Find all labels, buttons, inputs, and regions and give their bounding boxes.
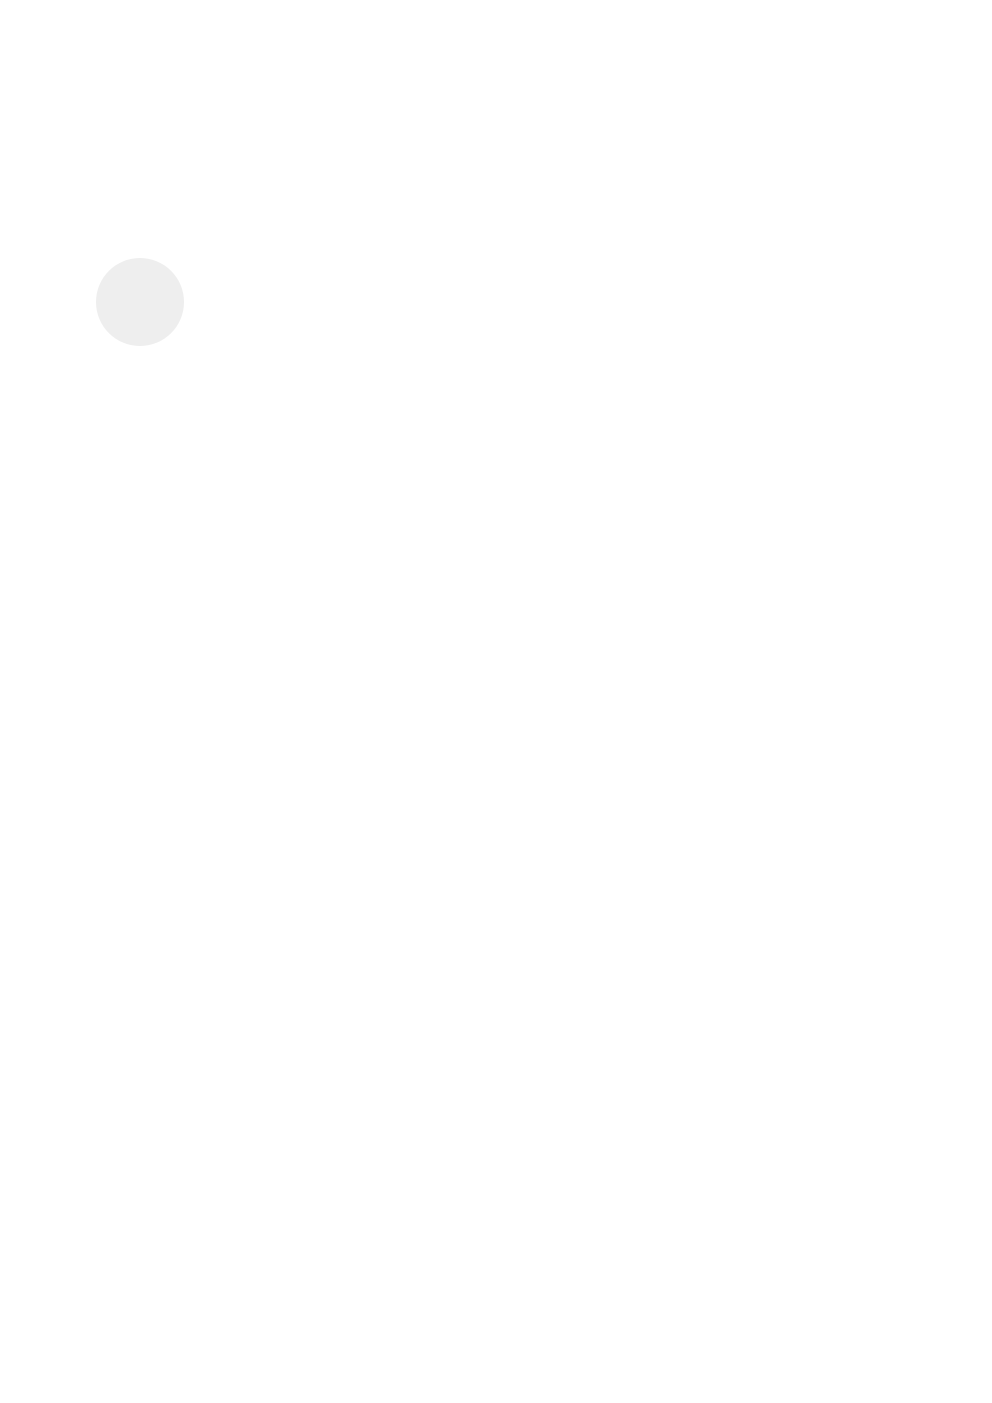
- table-of-tables-heading: [96, 258, 496, 348]
- heading-circle-decoration: [96, 258, 184, 346]
